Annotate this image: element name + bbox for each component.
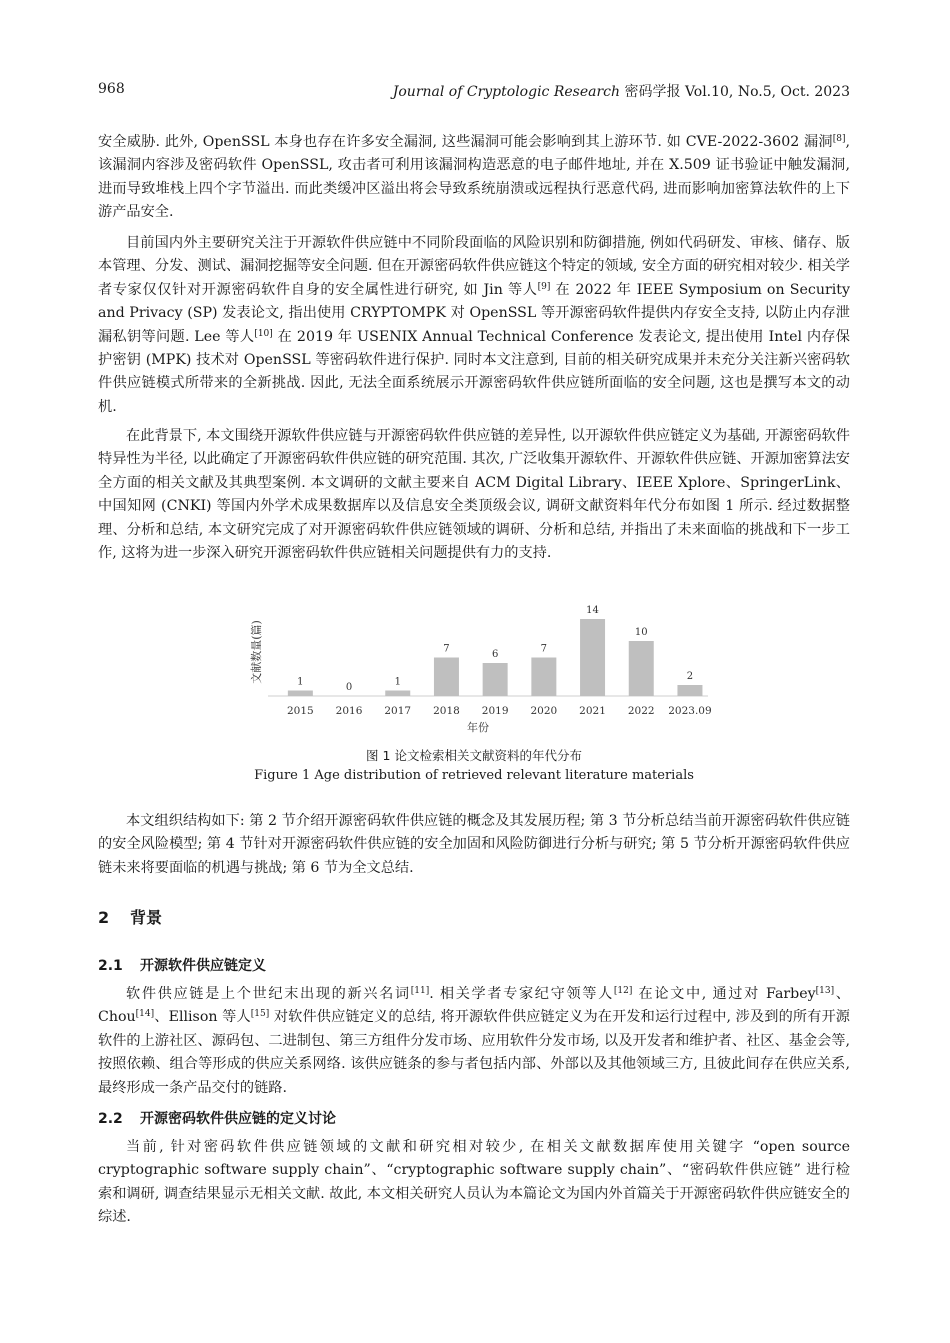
data-label-2019: 6 xyxy=(491,649,499,660)
bar-2020 xyxy=(531,658,556,697)
tick-label-2020: 2020 xyxy=(530,705,558,717)
y-axis-label: 文献数量(篇) xyxy=(250,620,263,684)
tick-label-2022: 2022 xyxy=(627,705,655,717)
tick-label-2017: 2017 xyxy=(384,705,412,717)
bar-2021 xyxy=(580,619,605,696)
bar-2019 xyxy=(483,663,508,696)
tick-label-2019: 2019 xyxy=(481,705,509,717)
citation: [13] xyxy=(815,986,835,996)
paragraph-1: 安全威胁. 此外, OpenSSL 本身也存在许多安全漏洞, 这些漏洞可能会影响到其上游环节. 如 CVE-2022-3602 漏洞[8], 该漏洞内容涉及密码软件 OpenSSL, 攻击者可利用该漏洞构造恶意的电子邮件地址, 并在 X.509 证书验证中触发漏洞, 进而导致堆栈上四个字节溢出. 而此类缓冲区溢出将会导致系统崩溃或远程执行恶意代码, 进而影响加密算法软件的上下游产品安全. xyxy=(98,134,850,221)
data-label-2017: 1 xyxy=(394,676,401,688)
tick-label-2021: 2021 xyxy=(579,705,606,717)
citation: [14] xyxy=(135,1009,155,1020)
citation: [10] xyxy=(254,328,273,339)
data-label-2023.09: 2 xyxy=(686,671,694,682)
tick-label-2023.09: 2023.09 xyxy=(668,705,712,717)
paragraph-5: 软件供应链是上个世纪末出现的新兴名词[11]. 相关学者专家纪守领等人[12] 在论文中, 通过对 Farbey[13]、Chou[14]、Ellison 等人[15] 对软件供应链定义的总结, 将开源软件供应链定义为在开发和运行过程中, 涉及到的所有开源软件的上游社区、源码包、二进制包、第三方组件分发市场、应用软件分发市场, 以及开发者和维护者、社区、基金会等, 按照依赖、组合等形成的供应关系网络. 该供应链条的参与者包括内部、外部以及其他领域三方, 且彼此间存在供应关系, 最终形成一条产品交付的链路. xyxy=(98,986,850,1096)
paragraph-6: 当前, 针对密码软件供应链领域的文献和研究相对较少, 在相关文献数据库使用关键字 “open source cryptographic software supply chain”、“cryptographic software supply chain”、“密码软件供应链” 进行检索和调研, 调查结果显示无相关文献. 故此, 本文相关研究人员认为本篇论文为国内外首篇关于开源密码软件供应链安全的综述. xyxy=(98,1139,850,1226)
section-heading-2-2: 2.2 开源密码软件供应链的定义讨论 xyxy=(98,1111,336,1127)
data-label-2021: 14 xyxy=(586,605,599,616)
citation: [9] xyxy=(537,281,551,292)
citation: [11] xyxy=(410,986,430,996)
bar-2017 xyxy=(385,691,410,697)
bar-2018 xyxy=(434,658,459,697)
citation: [8] xyxy=(832,134,846,144)
data-label-2020: 7 xyxy=(540,643,548,655)
paragraph-2: 目前国内外主要研究关注于开源软件供应链中不同阶段面临的风险识别和防御措施, 例如代码研发、审核、储存、版本管理、分发、测试、漏洞挖掘等安全问题. 但在开源密码软件供应链这个特定的领域, 安全方面的研究相对较少. 相关学者专家仅仅针对开源密码软件自身的安全属性进行研究, 如 Jin 等人[9] 在 2022 年 IEEE Symposium on Security and Privacy (SP) 发表论文, 指出使用 CRYPTOMPK 对 OpenSSL 等开源密码软件提供内存安全支持, 以防止内存泄漏私钥等问题. Lee 等人[10] 在 2019 年 USENIX Annual Technical Conference 发表论文, 提出使用 Intel 内存保护密钥 (MPK) 技术对 OpenSSL 等密码软件进行保护. 同时本文注意到, 目前的相关研究成果并未充分关注新兴密码软件供应链模式所带来的全新挑战. 因此, 无法全面系统展示开源密码软件供应链所面临的安全问题, 这也是撰写本文的动机. xyxy=(98,235,850,415)
page-number: 968 xyxy=(98,81,125,97)
data-label-2016: 0 xyxy=(345,682,353,693)
figure-caption-cn: 图 1 论文检索相关文献资料的年代分布 xyxy=(366,748,582,763)
data-label-2018: 7 xyxy=(443,643,450,655)
bar-2015 xyxy=(288,691,313,697)
x-axis-label: 年份 xyxy=(467,721,489,734)
bars-group xyxy=(287,605,712,717)
paragraph-3: 在此背景下, 本文围绕开源软件供应链与开源密码软件供应链的差异性, 以开源软件供应链定义为基础, 开源密码软件特异性为半径, 以此确定了开源密码软件供应链的研究范围. 其次, 广泛收集开源软件、开源软件供应链、开源加密算法安全方面的相关文献及其典型案例. 本文调研的文献主要来自 ACM Digital Library、IEEE Xplore、SpringerLink、中国知网 (CNKI) 等国内外学术成果数据库以及信息安全类顶级会议, 调研文献资料年代分布如图 1 所示. 经过数据整理、分析和总结, 本文研究完成了对开源密码软件供应链领域的调研、分析和总结, 并指出了未来面临的挑战和下一步工作, 这将为进一步深入研究开源密码软件供应链相关问题提供有力的支持. xyxy=(98,428,850,562)
tick-label-2018: 2018 xyxy=(433,705,460,717)
data-label-2015: 1 xyxy=(297,676,304,688)
tick-label-2016: 2016 xyxy=(335,705,363,717)
bar-chart xyxy=(238,600,718,740)
journal-title: Journal of Cryptologic Research 密码学报 Vol.10, No.5, Oct. 2023 xyxy=(392,84,850,100)
bar-2022 xyxy=(629,641,654,696)
citation: [15] xyxy=(250,1009,270,1020)
figure-caption-en: Figure 1 Age distribution of retrieved relevant literature materials xyxy=(254,768,694,783)
citation: [12] xyxy=(613,986,633,996)
bar-2023.09 xyxy=(677,685,702,696)
tick-label-2015: 2015 xyxy=(286,705,314,717)
section-heading-2-1: 2.1 开源软件供应链定义 xyxy=(98,958,266,974)
data-label-2022: 10 xyxy=(634,627,648,638)
paragraph-4: 本文组织结构如下: 第 2 节介绍开源密码软件供应链的概念及其发展历程; 第 3 节分析总结当前开源密码软件供应链的安全风险模型; 第 4 节针对开源密码软件供应链的安全加固和风险防御进行分析与研究; 第 5 节分析开源密码软件供应链未来将要面临的机遇与挑战; 第 6 节为全文总结. xyxy=(98,813,850,876)
section-heading-2: 2 背景 xyxy=(98,908,163,927)
